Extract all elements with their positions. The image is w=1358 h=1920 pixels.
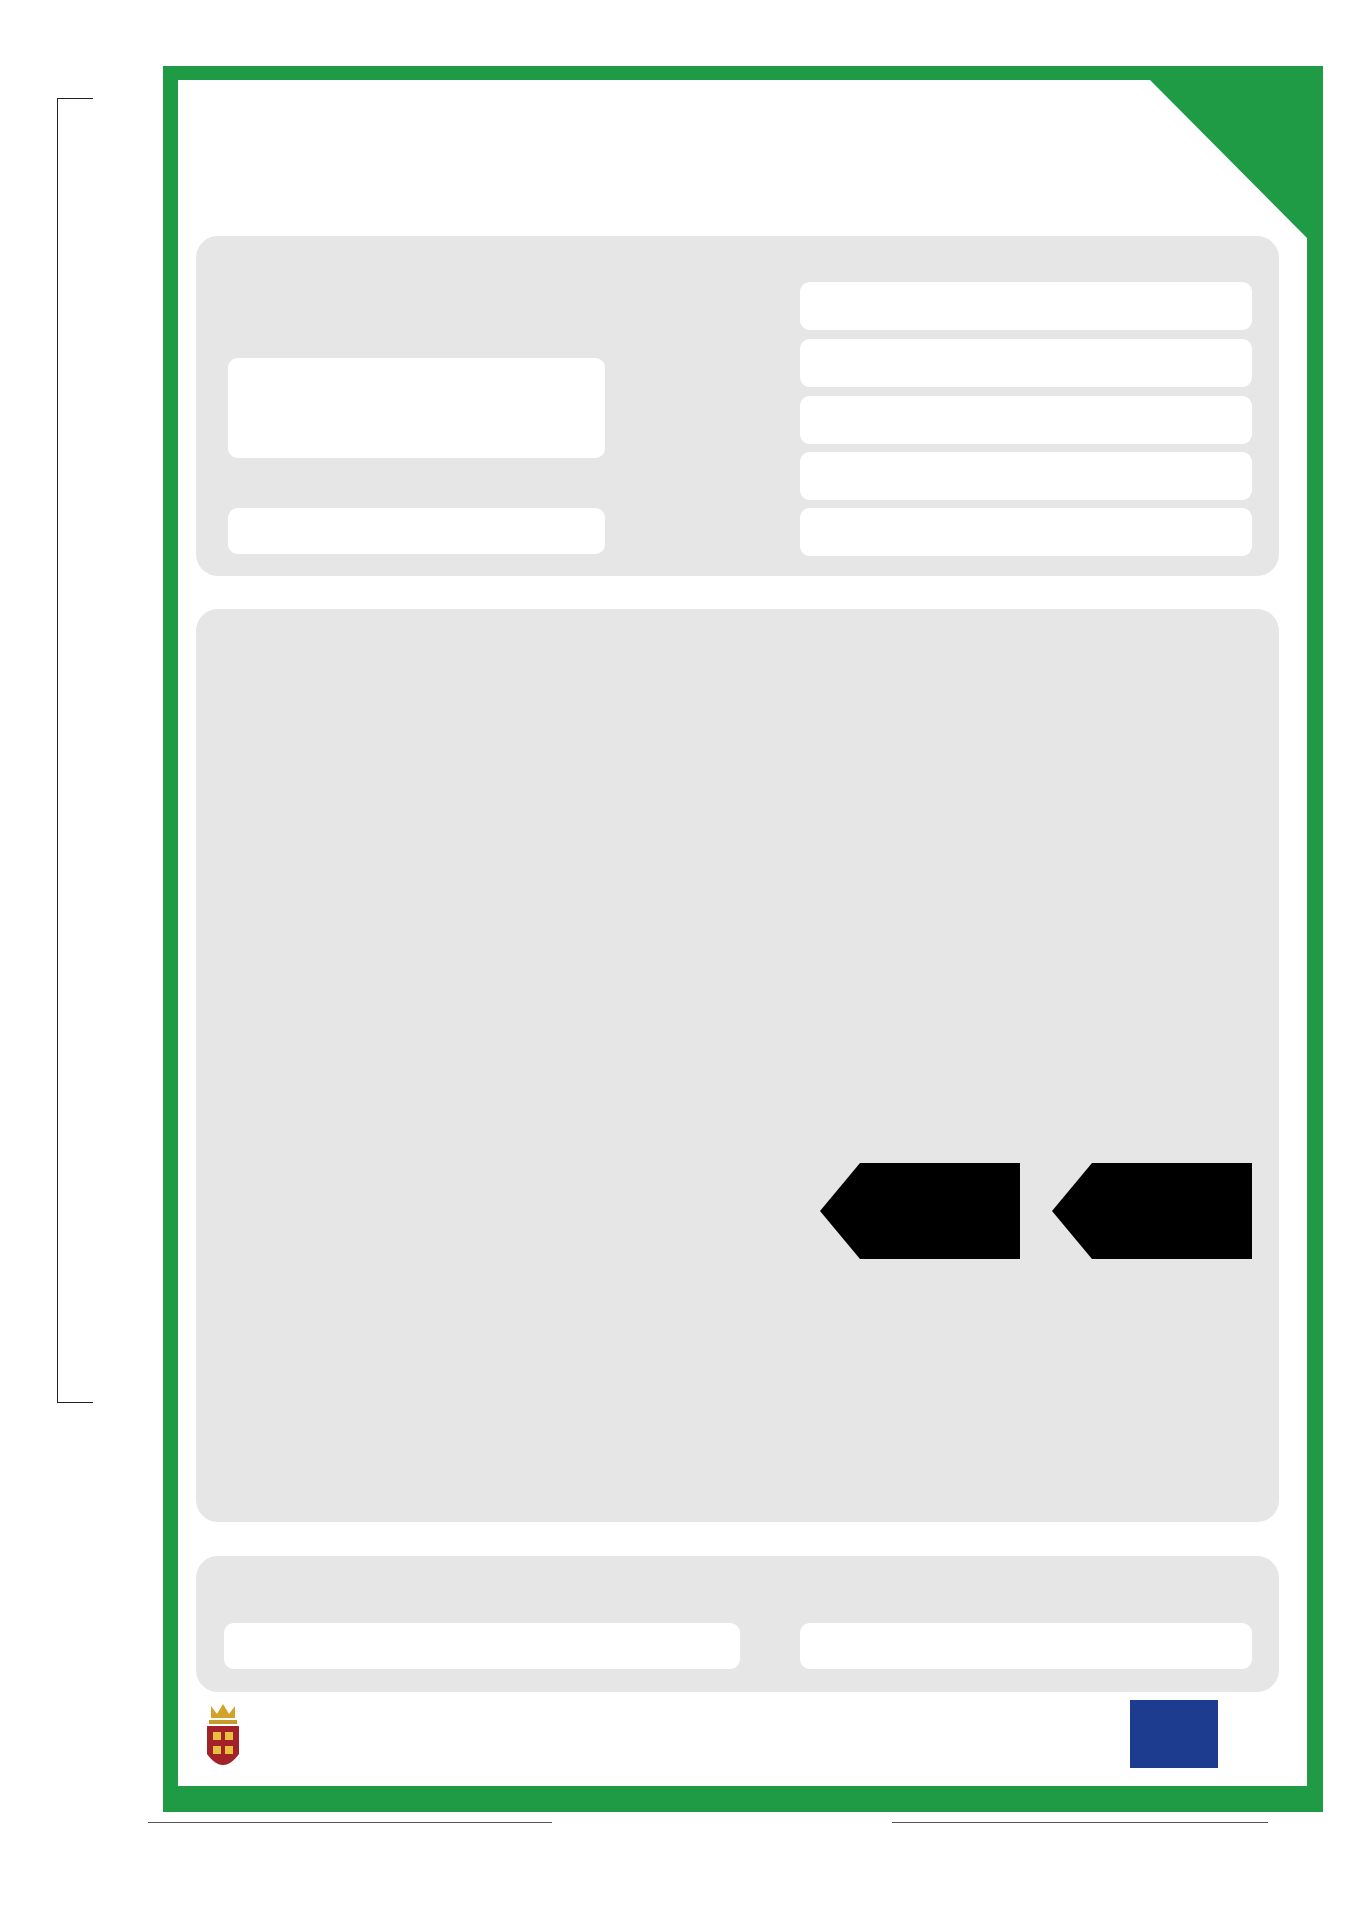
direccion-field xyxy=(800,339,1252,387)
consumo-marker xyxy=(820,1163,1020,1259)
tipo-field xyxy=(800,282,1252,330)
side-border xyxy=(57,98,93,1403)
registro-field xyxy=(224,1623,740,1669)
referencia-field xyxy=(228,508,605,554)
cp-field xyxy=(800,452,1252,500)
footer-line-right xyxy=(892,1822,1268,1823)
eu-flag-icon xyxy=(1130,1700,1218,1768)
valido-field xyxy=(800,1623,1252,1669)
emisiones-marker xyxy=(1052,1163,1252,1259)
normativa-field xyxy=(228,358,605,458)
municipio-field xyxy=(800,396,1252,444)
footer-line-left xyxy=(148,1822,552,1823)
escala-panel xyxy=(196,609,1279,1522)
murcia-coat-of-arms-icon xyxy=(203,1702,243,1778)
autonoma-field xyxy=(800,508,1252,556)
